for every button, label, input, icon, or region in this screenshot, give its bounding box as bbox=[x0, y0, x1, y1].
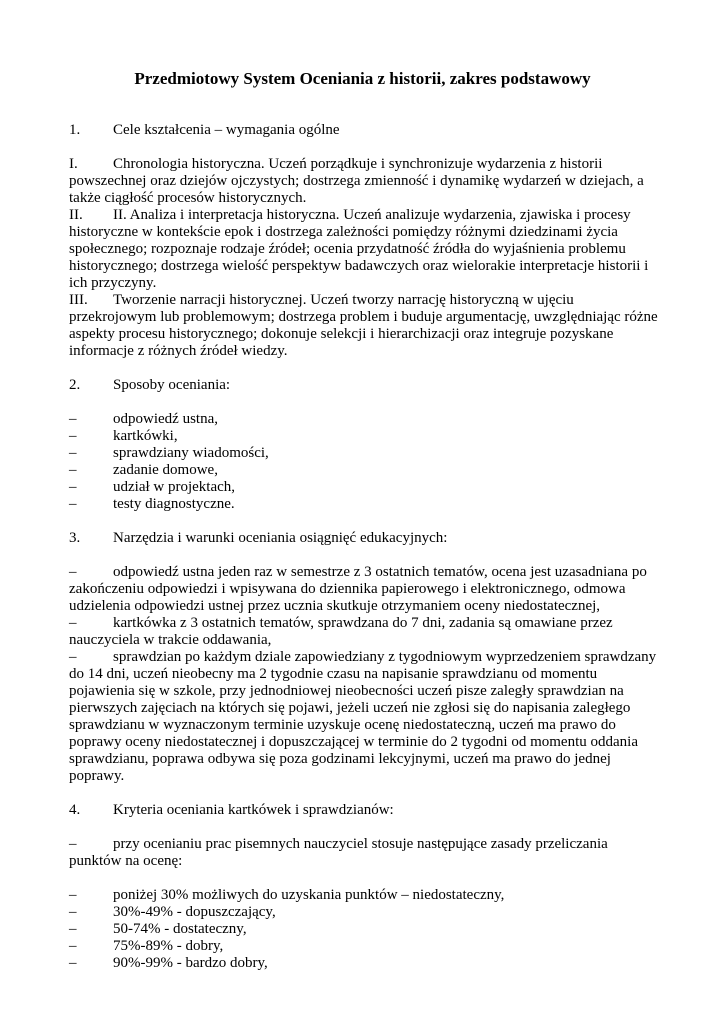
goal-item: I. Chronologia historyczna. Uczeń porządkuje i synchronizuje wydarzenia z historii powszechnej oraz dziejów ojczystych; dostrzega zmienność i dynamikę wydarzeń w dziejach, a także ciągłość procesów historycznych. bbox=[69, 156, 644, 206]
list-item: – odpowiedź ustna, bbox=[69, 411, 218, 427]
list-item: – sprawdzian po każdym dziale zapowiedziany z tygodniowym wyprzedzeniem sprawdzany do 14 dni, uczeń nieobecny ma 2 tygodnie czasu na napisanie sprawdzianu od momentu pojawienia się w szkole, przy jednodniowej nieobecności uczeń pisze zaległy sprawdzian na pierwszych zajęciach na których się pojawi, jeżeli uczeń nie zgłosi się do napisania zaległego sprawdzianu w wyznaczonym terminie uzyskuje ocenę niedostateczną, uczeń ma prawo do poprawy oceny niedostatecznej i dopuszczającej w terminie do 2 tygodni od momentu oddania sprawdzianu, poprawa odbywa się poza godzinami lekcyjnymi, uczeń ma prawo do jednej poprawy. bbox=[69, 649, 657, 784]
list-item: – poniżej 30% możliwych do uzyskania punktów – niedostateczny, bbox=[69, 887, 505, 903]
section-2-heading: 2. Sposoby oceniania: bbox=[69, 377, 231, 393]
list-item: – odpowiedź ustna jeden raz w semestrze z 3 ostatnich tematów, ocena jest uzasadniana po zakończeniu odpowiedzi i wpisywana do dziennika papierowego i elektronicznego, odmowa udzielenia odpowiedzi ustnej przez ucznia skutkuje otrzymaniem oceny niedostatecznej, bbox=[69, 564, 647, 614]
section-4-heading: 4. Kryteria oceniania kartkówek i sprawdzianów: bbox=[69, 802, 394, 818]
list-item: – przy ocenianiu prac pisemnych nauczyciel stosuje następujące zasady przeliczania punktów na ocenę: bbox=[69, 836, 608, 869]
list-item: – kartkówka z 3 ostatnich tematów, sprawdzana do 7 dni, zadania są omawiane przez nauczyciela w trakcie oddawania, bbox=[69, 615, 613, 648]
list-item: – udział w projektach, bbox=[69, 479, 236, 495]
list-item: – testy diagnostyczne. bbox=[69, 496, 235, 512]
document-body bbox=[69, 122, 659, 972]
list-item: – zadanie domowe, bbox=[69, 462, 218, 478]
section-1-heading: 1. Cele kształcenia – wymagania ogólne bbox=[69, 122, 340, 138]
document-title: Przedmiotowy System Oceniania z historii, zakres podstawowy bbox=[134, 69, 591, 88]
list-item: – sprawdziany wiadomości, bbox=[69, 445, 269, 461]
goal-item: III. Tworzenie narracji historycznej. Uczeń tworzy narrację historyczną w ujęciu przekrojowym lub problemowym; dostrzega problem i buduje argumentację, uwzględniając różne aspekty procesu historycznego; dokonuje selekcji i hierarchizacji oraz integruje pozyskane informacje z różnych źródeł wiedzy. bbox=[69, 292, 658, 359]
goal-item: II. II. Analiza i interpretacja historyczna. Uczeń analizuje wydarzenia, zjawiska i procesy historyczne w kontekście epok i dostrzega zależności pomiędzy różnymi dziedzinami życia społecznego; rozpoznaje rodzaje źródeł; ocenia przydatność źródła do wyjaśnienia problemu historycznego; dostrzega wielość perspektyw badawczych oraz wielorakie interpretacje historii i ich przyczyny. bbox=[69, 207, 649, 291]
list-item: – 30%-49% - dopuszczający, bbox=[69, 904, 276, 920]
list-item: – 75%-89% - dobry, bbox=[69, 938, 224, 954]
list-item: – 50-74% - dostateczny, bbox=[69, 921, 247, 937]
list-item: – kartkówki, bbox=[69, 428, 178, 444]
list-item: – 90%-99% - bardzo dobry, bbox=[69, 955, 268, 971]
section-3-heading: 3. Narzędzia i warunki oceniania osiągnięć edukacyjnych: bbox=[69, 530, 448, 546]
